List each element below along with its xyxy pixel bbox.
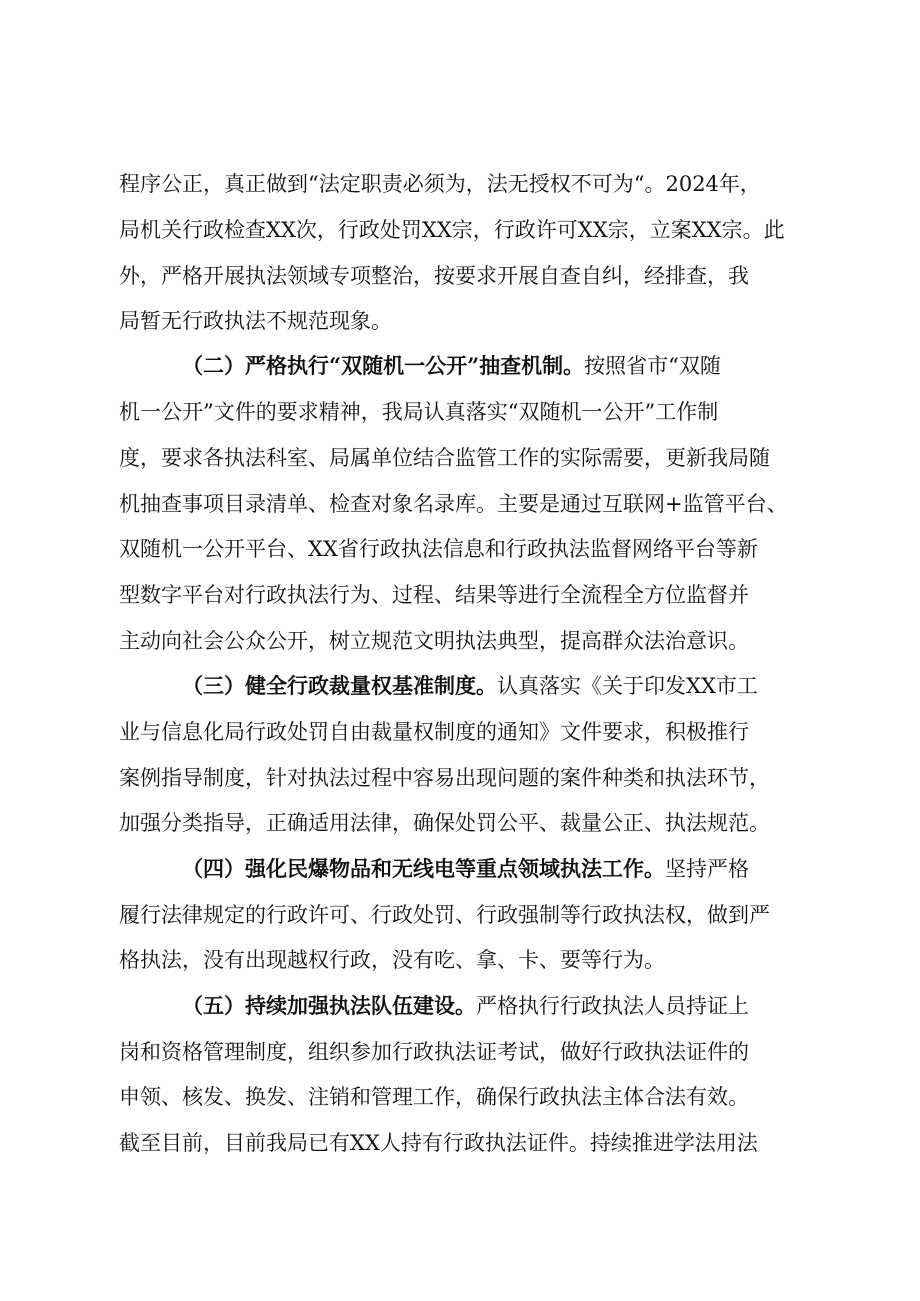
text-line: 岗和资格管理制度，组织参加行政执法证考试，做好行政执法证件的 <box>119 1040 749 1064</box>
text-line: 外，严格开展执法领域专项整治，按要求开展自查自纠，经排查，我 <box>119 264 749 288</box>
section-first-line <box>182 672 819 700</box>
text-line: 度，要求各执法科室、局属单位结合监管工作的实际需要，更新我局随 <box>119 446 770 470</box>
section-heading: （二）严格执行“双随机一公开”抽查机制。 <box>182 353 585 378</box>
text-line: 业与信息化局行政处罚自由裁量权制度的通知》文件要求，积极推行 <box>119 720 749 744</box>
text-line: 程序公正，真正做到“法定职责必须为，法无授权不可为“。2024年， <box>119 172 761 196</box>
section-heading: （四）强化民爆物品和无线电等重点领域执法工作。 <box>182 856 665 881</box>
text-line: 机一公开”文件的要求精神，我局认真落实“双随机一公开”工作制 <box>119 400 719 424</box>
text-line: 主动向社会公众公开，树立规范文明执法典型，提高群众法治意识。 <box>119 629 749 653</box>
section-first-line <box>182 855 819 883</box>
text-line: 格执法，没有出现越权行政，没有吃、拿、卡、要等行为。 <box>119 948 665 972</box>
section-text: 认真落实《关于印发XX市工 <box>497 674 758 698</box>
text-line: 局暂无行政执法不规范现象。 <box>119 309 392 333</box>
section-heading: （三）健全行政裁量权基准制度。 <box>182 673 497 698</box>
text-line: 双随机一公开平台、XX省行政执法信息和行政执法监督网络平台等新 <box>119 537 758 561</box>
section-heading: （五）持续加强执法队伍建设。 <box>182 993 476 1018</box>
text-line: 加强分类指导，正确适用法律，确保处罚公平、裁量公正、执法规范。 <box>119 811 770 835</box>
section-text: 严格执行行政执法人员持证上 <box>476 994 749 1018</box>
text-line: 履行法律规定的行政许可、行政处罚、行政强制等行政执法权，做到严 <box>119 903 770 927</box>
text-line: 案例指导制度，针对执法过程中容易出现问题的案件种类和执法环节， <box>119 766 770 790</box>
section-first-line <box>182 992 819 1020</box>
section-first-line <box>182 352 819 380</box>
text-line: 申领、核发、换发、注销和管理工作，确保行政执法主体合法有效。 <box>119 1085 749 1109</box>
section-text: 坚持严格 <box>665 857 749 881</box>
text-line: 截至目前，目前我局已有XX人持有行政执法证件。持续推进学法用法 <box>119 1131 758 1155</box>
text-line: 型数字平台对行政执法行为、过程、结果等进行全流程全方位监督并 <box>119 583 749 607</box>
text-line: 局机关行政检查XX次，行政处罚XX宗，行政许可XX宗，立案XX宗。此 <box>119 218 785 242</box>
section-text: 按照省市“双随 <box>584 354 721 378</box>
text-line: 机抽查事项目录清单、检查对象名录库。主要是通过互联网+监管平台、 <box>119 492 788 516</box>
